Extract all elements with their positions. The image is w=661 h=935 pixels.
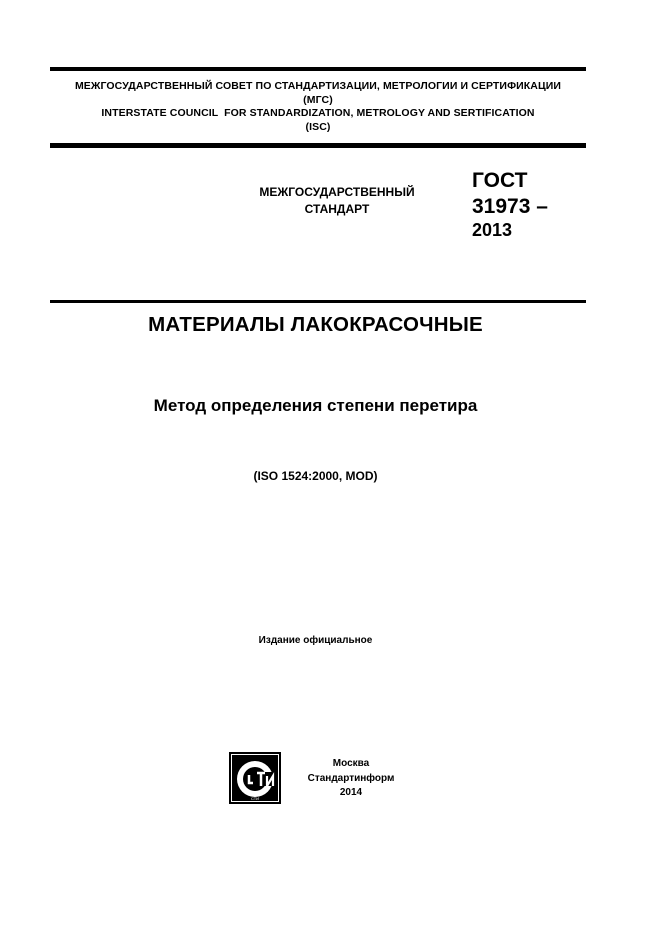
council-header <box>50 80 586 134</box>
document-title: МАТЕРИАЛЫ ЛАКОКРАСОЧНЫЕ <box>148 313 483 336</box>
standard-type <box>212 184 462 218</box>
top-rule <box>50 67 586 71</box>
publisher-city: Москва <box>332 758 370 769</box>
document-subtitle: Метод определения степени перетира <box>153 396 478 415</box>
council-abbr-en: (ISC) <box>305 120 331 133</box>
gost-label: ГОСТ <box>472 169 528 192</box>
edition-label: Издание официальное <box>258 635 373 646</box>
publisher-name: Стандартинформ <box>307 772 395 784</box>
publisher-year: 2014 <box>339 787 363 798</box>
logo-text: СТИ <box>250 796 260 801</box>
standard-type-line2: СТАНДАРТ <box>304 202 370 216</box>
gost-year: 2013 <box>472 220 513 240</box>
iso-reference: (ISO 1524:2000, MOD) <box>253 469 378 483</box>
header-bottom-rule <box>50 143 586 148</box>
standartinform-logo-icon <box>229 752 281 804</box>
gost-designation <box>472 168 548 240</box>
title-rule <box>50 300 586 303</box>
council-abbr-ru: (МГС) <box>303 93 333 106</box>
publisher-block <box>290 757 412 801</box>
standard-type-line1: МЕЖГОСУДАРСТВЕННЫЙ <box>259 185 415 199</box>
council-name-en: INTERSTATE COUNCIL FOR STANDARDIZATION, METROLOGY AND SERTIFICATION <box>101 107 535 119</box>
council-name-ru: МЕЖГОСУДАРСТВЕННЫЙ СОВЕТ ПО СТАНДАРТИЗАЦИИ, МЕТРОЛОГИИ И СЕРТИФИКАЦИИ <box>74 80 562 92</box>
gost-number: 31973 – <box>472 195 548 218</box>
